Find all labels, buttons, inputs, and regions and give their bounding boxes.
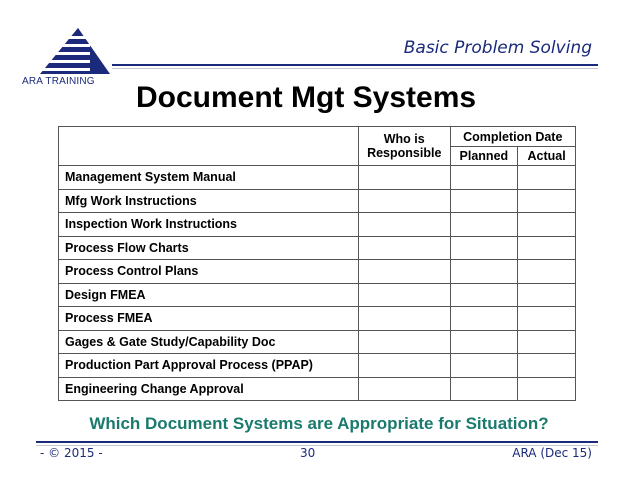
- responsible-cell[interactable]: [358, 260, 450, 284]
- table-row: [59, 189, 576, 213]
- planned-header: Planned: [450, 147, 518, 166]
- planned-cell[interactable]: [450, 283, 518, 307]
- document-type-cell: Process FMEA: [59, 307, 359, 331]
- table-row: [59, 307, 576, 331]
- planned-cell[interactable]: [450, 307, 518, 331]
- responsible-cell[interactable]: [358, 377, 450, 401]
- planned-cell[interactable]: [450, 330, 518, 354]
- planned-cell[interactable]: [450, 236, 518, 260]
- table-row: [59, 283, 576, 307]
- planned-cell[interactable]: [450, 377, 518, 401]
- completion-date-header: Completion Date: [450, 127, 575, 147]
- responsible-cell[interactable]: [358, 354, 450, 378]
- who-is-responsible-header: Who is Responsible: [358, 127, 450, 166]
- actual-cell[interactable]: [518, 330, 576, 354]
- responsible-cell[interactable]: [358, 166, 450, 190]
- document-type-cell: Process Flow Charts: [59, 236, 359, 260]
- table-row: [59, 330, 576, 354]
- slide-title: Document Mgt Systems: [136, 81, 477, 114]
- document-type-cell: Gages & Gate Study/Capability Doc: [59, 330, 359, 354]
- table-row: [59, 260, 576, 284]
- table-row: [59, 236, 576, 260]
- blank-header-cell: [59, 127, 359, 166]
- responsible-cell[interactable]: [358, 330, 450, 354]
- planned-cell[interactable]: [450, 189, 518, 213]
- document-type-cell: Inspection Work Instructions: [59, 213, 359, 237]
- header-divider-shadow: [112, 68, 598, 69]
- planned-cell[interactable]: [450, 354, 518, 378]
- footer-copyright: - © 2015 -: [40, 446, 103, 460]
- header-divider: [112, 64, 598, 66]
- responsible-cell[interactable]: [358, 213, 450, 237]
- document-type-cell: Production Part Approval Process (PPAP): [59, 354, 359, 378]
- actual-cell[interactable]: [518, 307, 576, 331]
- actual-cell[interactable]: [518, 189, 576, 213]
- responsible-cell[interactable]: [358, 236, 450, 260]
- actual-cell[interactable]: [518, 236, 576, 260]
- table-row: [59, 166, 576, 190]
- footer-date: ARA (Dec 15): [512, 446, 592, 460]
- question-text: Which Document Systems are Appropriate for Situation?: [89, 414, 549, 433]
- responsible-cell[interactable]: [358, 283, 450, 307]
- page-number: 30: [300, 446, 316, 460]
- document-type-cell: Mfg Work Instructions: [59, 189, 359, 213]
- table-row: [59, 377, 576, 401]
- course-title: Basic Problem Solving: [403, 38, 592, 58]
- actual-cell[interactable]: [518, 166, 576, 190]
- planned-cell[interactable]: [450, 166, 518, 190]
- footer-divider: [36, 441, 598, 443]
- responsible-cell[interactable]: [358, 189, 450, 213]
- planned-cell[interactable]: [450, 260, 518, 284]
- actual-cell[interactable]: [518, 354, 576, 378]
- document-table: [58, 126, 576, 401]
- document-type-cell: Design FMEA: [59, 283, 359, 307]
- document-type-cell: Process Control Plans: [59, 260, 359, 284]
- actual-cell[interactable]: [518, 377, 576, 401]
- logo-text: ARA TRAINING: [22, 76, 95, 87]
- actual-cell[interactable]: [518, 283, 576, 307]
- document-type-cell: Engineering Change Approval: [59, 377, 359, 401]
- actual-cell[interactable]: [518, 213, 576, 237]
- actual-header: Actual: [518, 147, 576, 166]
- actual-cell[interactable]: [518, 260, 576, 284]
- document-type-cell: Management System Manual: [59, 166, 359, 190]
- planned-cell[interactable]: [450, 213, 518, 237]
- responsible-cell[interactable]: [358, 307, 450, 331]
- table-row: [59, 213, 576, 237]
- ara-pyramid-icon: [20, 22, 118, 78]
- table-row: [59, 354, 576, 378]
